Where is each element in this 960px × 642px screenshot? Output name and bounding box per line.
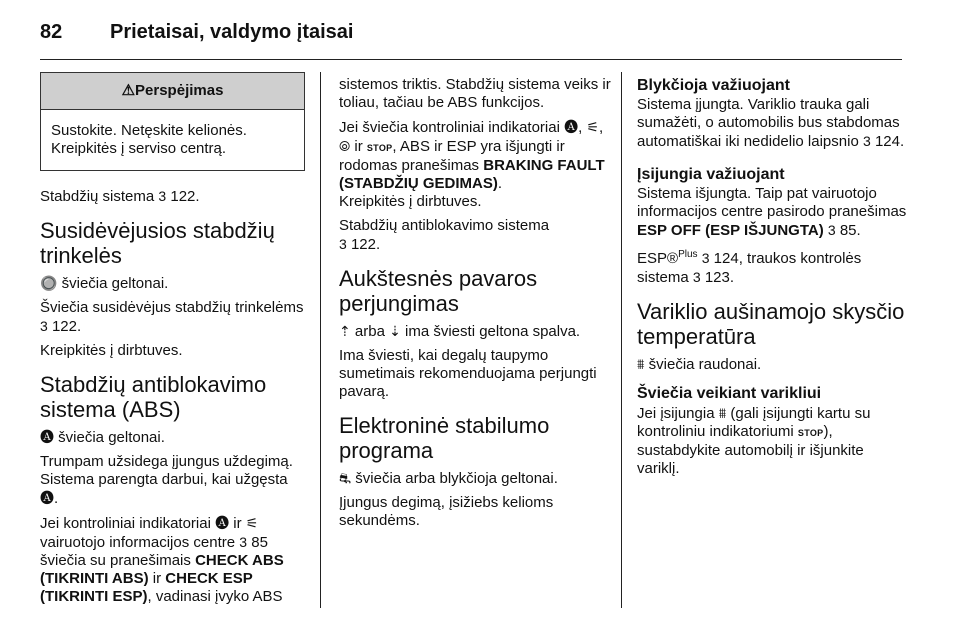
section-heading: Stabdžių antiblokavimo sistema (ABS) <box>40 372 267 422</box>
warning-header <box>41 73 304 110</box>
text: ir <box>354 138 363 155</box>
gear-down-icon: ⇣ <box>389 323 401 339</box>
subsection-heading: Įsijungia važiuojant <box>637 166 785 183</box>
paragraph: Trumpam užsidega įjungus uždegimą. Sistema parengta darbui, kai užgęsta 🅐. <box>40 453 293 507</box>
section-heading: Variklio aušinamojo skysčio temperatūra <box>637 299 905 349</box>
message-text: CHECK ABS (TIKRINTI ABS) <box>40 552 284 587</box>
paragraph <box>40 428 305 447</box>
page-number: 82 <box>40 21 63 43</box>
text: šviečia geltonai. <box>61 275 169 292</box>
page-ref-arrow-icon: 3 <box>339 236 347 252</box>
section-heading: Susidėvėjusios stabdžių trinkelės <box>40 218 275 268</box>
paragraph <box>40 274 305 293</box>
paragraph: sistemos triktis. Stabdžių sistema veiks ir toliau, tačiau be ABS funkcijos. <box>339 76 611 111</box>
esp-icon: ⛐ <box>339 470 352 486</box>
page-ref: 85 <box>251 534 268 551</box>
stop-icon: STOP <box>797 428 824 438</box>
text: Šviečia susidėvėjus stabdžių trinkelėms <box>40 299 304 316</box>
brake-pad-icon: 🔘 <box>40 275 58 291</box>
text: Stabdžių antiblokavimo sistema <box>339 217 550 234</box>
page-ref: 122. <box>350 236 381 253</box>
text: šviečia raudonai. <box>648 356 762 373</box>
paragraph <box>339 217 611 254</box>
steering-icon: ⚟ <box>586 119 600 135</box>
text: ima šviesti geltona spalva. <box>405 323 581 340</box>
text: Jei šviečia kontroliniai indikatoriai <box>339 119 560 136</box>
text: , <box>599 119 604 136</box>
paragraph <box>339 118 611 211</box>
text: ir <box>233 515 242 532</box>
text: , ABS ir ESP yra išjungti ir rodomas pranešimas <box>339 138 565 174</box>
page-ref-arrow-icon: 3 <box>701 250 710 266</box>
text: (gali įsijungti kartu su kontroliniu indikatoriumi <box>637 405 871 440</box>
text: Kreipkitės į dirbtuves. <box>339 193 482 210</box>
text: , <box>578 119 583 136</box>
page-ref: 124. <box>874 133 905 150</box>
paragraph <box>637 404 907 478</box>
warning-icon: ⚠ <box>121 82 136 99</box>
text: šviečia arba blykčioja geltonai. <box>355 470 558 487</box>
warning-box <box>40 72 305 171</box>
column-3 <box>637 76 907 484</box>
message-text: ESP OFF (ESP IŠJUNGTA) <box>637 222 824 239</box>
paragraph <box>637 185 907 240</box>
paragraph <box>339 469 611 488</box>
paragraph <box>637 246 907 287</box>
paragraph <box>40 299 305 336</box>
brake-circle-icon: ⦾ <box>339 138 351 154</box>
page-ref-arrow-icon: 3 <box>862 133 871 149</box>
text: 124, traukos kontrolės sistema <box>637 250 862 286</box>
text: Jei įsijungia <box>637 405 715 422</box>
text: Stabdžių sistema <box>40 188 155 205</box>
text: arba <box>354 323 385 340</box>
page-ref-arrow-icon: 3 <box>239 534 248 550</box>
page-ref-arrow-icon: 3 <box>827 222 836 238</box>
message-text: CHECK ESP (TIKRINTI ESP) <box>40 570 253 605</box>
paragraph: Kreipkitės į dirbtuves. <box>40 342 183 359</box>
text: šviečia geltonai. <box>58 429 165 446</box>
text: Sistema išjungta. Taip pat vairuotojo informacijos centre pasirodo pranešimas <box>637 185 907 220</box>
section-heading: Aukštesnės pavaros perjungimas <box>339 266 538 316</box>
text: vairuotojo informacijos centre <box>40 534 236 551</box>
subsection-heading: Šviečia veikiant varikliui <box>637 385 822 402</box>
page-ref-arrow-icon: 3 <box>40 318 48 334</box>
text: ESP® <box>637 250 679 267</box>
text: ir <box>152 570 162 587</box>
page-ref: 123. <box>704 269 735 286</box>
section-heading: Elektroninė stabilumo programa <box>339 413 550 463</box>
text: šviečia su pranešimais <box>40 552 191 569</box>
text: , vadinasi įvyko ABS <box>147 588 283 605</box>
paragraph <box>40 187 305 206</box>
column-divider <box>621 72 622 608</box>
text: Sistema įjungta. Variklio trauka gali sumažėti, o automobilis bus stabdomas automatiškai iki nedidelio laipsnio <box>637 96 900 150</box>
superscript: Plus <box>678 249 698 260</box>
warning-body: Sustokite. Netęskite kelionės. Kreipkitės į serviso centrą. <box>51 122 247 157</box>
steering-icon: ⚟ <box>245 515 259 531</box>
spacer <box>637 157 907 165</box>
abs-icon: 🅐 <box>564 119 579 135</box>
column-divider <box>320 72 321 608</box>
page-header <box>0 0 960 60</box>
paragraph <box>40 514 305 606</box>
page-ref-arrow-icon: 3 <box>692 269 701 285</box>
coolant-icon: ⩩ <box>718 405 727 421</box>
abs-icon: 🅐 <box>40 490 54 506</box>
column-1 <box>40 72 305 612</box>
column-2 <box>339 76 611 536</box>
abs-icon: 🅐 <box>215 515 230 531</box>
message-text: BRAKING FAULT (STABDŽIŲ GEDIMAS) <box>339 157 605 192</box>
text: Jei kontroliniai indikatoriai <box>40 515 211 532</box>
header-rule <box>40 59 902 60</box>
text: . <box>497 175 503 192</box>
stop-icon: STOP <box>366 143 393 153</box>
paragraph <box>637 355 907 374</box>
paragraph: Ima šviesti, kai degalų taupymo sumetimais rekomenduojama perjungti pavarą. <box>339 347 597 400</box>
coolant-icon: ⩩ <box>637 356 645 372</box>
gear-up-icon: ⇡ <box>339 323 351 339</box>
page-ref-arrow-icon: 3 <box>158 188 167 204</box>
subsection-heading: Blykčioja važiuojant <box>637 77 790 94</box>
paragraph: Įjungus degimą, įsižiebs kelioms sekundėms. <box>339 494 554 529</box>
text: Trumpam užsidega įjungus uždegimą. Sistema parengta darbui, kai užgęsta <box>40 453 293 488</box>
page-ref: 122. <box>51 318 82 335</box>
page-title: Prietaisai, valdymo įtaisai <box>110 21 354 43</box>
page-ref: 122. <box>170 188 200 205</box>
page-ref: 85. <box>839 222 861 239</box>
paragraph <box>339 322 611 341</box>
text: ), sustabdykite automobilį ir išjunkite variklį. <box>637 423 864 477</box>
abs-icon: 🅐 <box>40 429 54 445</box>
warning-title: Perspėjimas <box>135 82 224 99</box>
paragraph <box>637 96 907 151</box>
